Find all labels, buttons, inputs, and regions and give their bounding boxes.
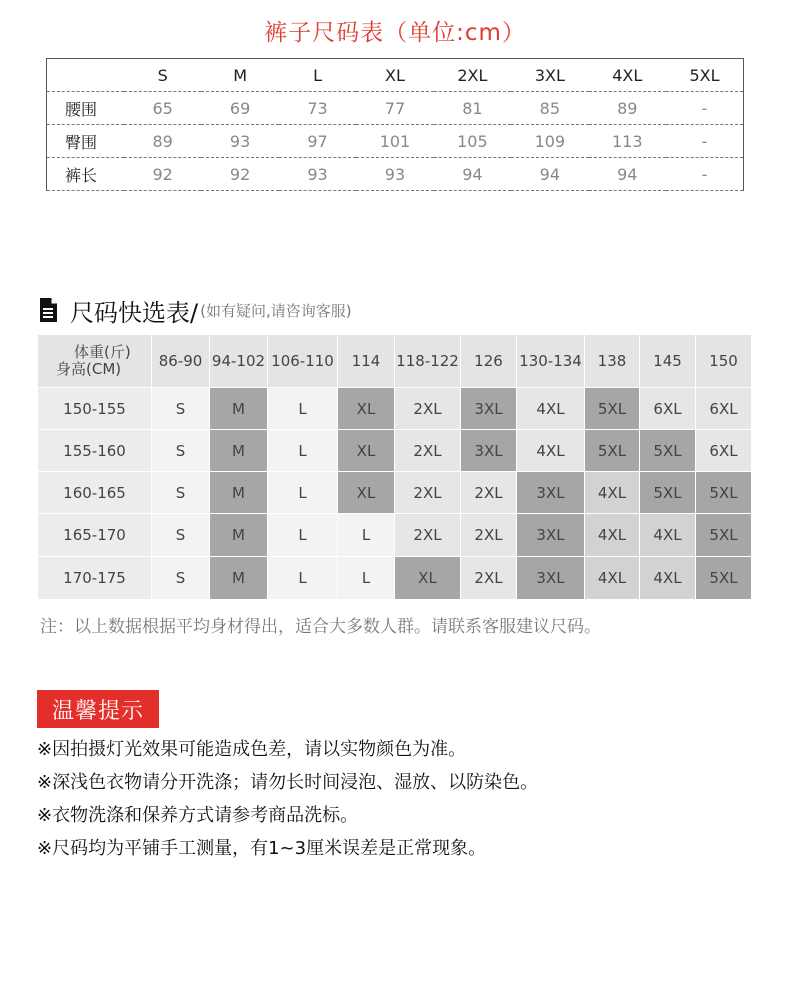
weight-header-cell: 86-90 xyxy=(152,335,210,388)
size-recommendation-cell: 3XL xyxy=(517,514,585,557)
size-recommendation-cell: L xyxy=(268,430,338,472)
size-recommendation-cell: 4XL xyxy=(640,514,696,557)
size-header-cell: 2XL xyxy=(434,59,511,92)
measurement-value: 89 xyxy=(589,92,666,125)
size-recommendation-cell: XL xyxy=(395,557,461,600)
size-recommendation-cell: L xyxy=(268,514,338,557)
tip-item: ※因拍摄灯光效果可能造成色差，请以实物颜色为准。 xyxy=(37,739,467,760)
tip-item: ※衣物洗涤和保养方式请参考商品洗标。 xyxy=(37,805,359,826)
size-recommendation-cell: 2XL xyxy=(395,472,461,514)
measurement-value: 101 xyxy=(356,125,433,158)
size-recommendation-cell: 2XL xyxy=(461,557,517,600)
size-recommendation-cell: 2XL xyxy=(395,388,461,430)
size-recommendation-cell: M xyxy=(210,430,268,472)
size-recommendation-cell: 4XL xyxy=(585,514,640,557)
size-header-cell: 4XL xyxy=(589,59,666,92)
page-title: 裤子尺码表（单位:cm） xyxy=(264,20,526,46)
measurement-value: - xyxy=(666,158,744,191)
size-recommendation-cell: 3XL xyxy=(517,557,585,600)
size-recommendation-cell: 4XL xyxy=(585,472,640,514)
size-recommendation-cell: 2XL xyxy=(461,514,517,557)
size-header-cell: L xyxy=(279,59,356,92)
size-recommendation-cell: L xyxy=(268,472,338,514)
quick-table-header xyxy=(38,294,352,326)
weight-header-cell: 106-110 xyxy=(268,335,338,388)
size-quick-select-table xyxy=(38,335,752,600)
measurement-value: 85 xyxy=(511,92,588,125)
size-table-corner xyxy=(47,59,124,92)
weight-header-cell: 138 xyxy=(585,335,640,388)
tip-item: ※深浅色衣物请分开洗涤；请勿长时间浸泡、湿放、以防染色。 xyxy=(37,772,539,793)
size-recommendation-cell: XL xyxy=(338,388,395,430)
measurement-value: 97 xyxy=(279,125,356,158)
height-range-cell: 165-170 xyxy=(38,514,152,557)
size-header-cell: M xyxy=(201,59,278,92)
measurement-value: 93 xyxy=(356,158,433,191)
size-table-row xyxy=(47,92,744,125)
quick-table-title: 尺码快选表/ xyxy=(70,298,199,327)
measurement-value: 92 xyxy=(201,158,278,191)
size-recommendation-cell: 3XL xyxy=(461,388,517,430)
size-recommendation-cell: 6XL xyxy=(696,430,752,472)
size-recommendation-cell: 3XL xyxy=(461,430,517,472)
size-recommendation-cell: 5XL xyxy=(640,430,696,472)
height-range-cell: 160-165 xyxy=(38,472,152,514)
weight-header-cell: 150 xyxy=(696,335,752,388)
measurement-value: 69 xyxy=(201,92,278,125)
size-table-row xyxy=(47,158,744,191)
tip-item: ※尺码均为平铺手工测量，有1~3厘米误差是正常现象。 xyxy=(37,838,487,859)
weight-axis-label: 体重(斤) xyxy=(74,343,131,361)
size-recommendation-cell: L xyxy=(338,514,395,557)
size-recommendation-cell: 4XL xyxy=(585,557,640,600)
size-recommendation-cell: S xyxy=(152,557,210,600)
size-recommendation-cell: 5XL xyxy=(640,472,696,514)
size-recommendation-cell: M xyxy=(210,388,268,430)
size-recommendation-cell: M xyxy=(210,472,268,514)
weight-header-cell: 118-122 xyxy=(395,335,461,388)
measurement-label: 臀围 xyxy=(47,125,124,158)
size-recommendation-cell: 5XL xyxy=(585,430,640,472)
size-recommendation-cell: 4XL xyxy=(640,557,696,600)
size-recommendation-cell: S xyxy=(152,514,210,557)
measurement-value: 89 xyxy=(124,125,201,158)
size-recommendation-cell: XL xyxy=(338,430,395,472)
measurement-value: 105 xyxy=(434,125,511,158)
weight-header-cell: 145 xyxy=(640,335,696,388)
measurement-value: 109 xyxy=(511,125,588,158)
size-recommendation-cell: 2XL xyxy=(395,514,461,557)
size-recommendation-cell: 2XL xyxy=(395,430,461,472)
size-header-cell: 3XL xyxy=(511,59,588,92)
measurement-value: 73 xyxy=(279,92,356,125)
measurement-value: 81 xyxy=(434,92,511,125)
corner-header xyxy=(38,335,152,388)
size-recommendation-cell: L xyxy=(338,557,395,600)
measurement-value: - xyxy=(666,125,744,158)
size-recommendation-cell: 5XL xyxy=(696,557,752,600)
height-range-cell: 155-160 xyxy=(38,430,152,472)
size-recommendation-cell: L xyxy=(268,557,338,600)
measurement-value: 93 xyxy=(201,125,278,158)
measurement-label: 裤长 xyxy=(47,158,124,191)
weight-header-cell: 94-102 xyxy=(210,335,268,388)
measurement-value: 65 xyxy=(124,92,201,125)
size-recommendation-cell: 4XL xyxy=(517,388,585,430)
size-recommendation-cell: 2XL xyxy=(461,472,517,514)
pants-size-table xyxy=(46,58,744,191)
measurement-value: 113 xyxy=(589,125,666,158)
size-recommendation-cell: 4XL xyxy=(517,430,585,472)
size-header-cell: XL xyxy=(356,59,433,92)
measurement-value: 94 xyxy=(589,158,666,191)
height-range-cell: 170-175 xyxy=(38,557,152,600)
size-recommendation-cell: XL xyxy=(338,472,395,514)
tips-badge: 温馨提示 xyxy=(37,690,159,728)
measurement-value: 94 xyxy=(511,158,588,191)
quick-table-note: (如有疑问,请咨询客服) xyxy=(200,301,352,320)
size-header-cell: S xyxy=(124,59,201,92)
size-recommendation-cell: M xyxy=(210,557,268,600)
size-recommendation-cell: L xyxy=(268,388,338,430)
size-header-cell: 5XL xyxy=(666,59,744,92)
measurement-value: - xyxy=(666,92,744,125)
height-axis-label: 身高(CM) xyxy=(56,360,122,378)
tips-list xyxy=(37,737,538,869)
height-range-cell: 150-155 xyxy=(38,388,152,430)
measurement-label: 腰围 xyxy=(47,92,124,125)
footnote: 注：以上数据根据平均身材得出，适合大多数人群。请联系客服建议尺码。 xyxy=(40,617,601,637)
measurement-value: 94 xyxy=(434,158,511,191)
weight-header-cell: 130-134 xyxy=(517,335,585,388)
size-recommendation-cell: 6XL xyxy=(640,388,696,430)
measurement-value: 77 xyxy=(356,92,433,125)
measurement-value: 93 xyxy=(279,158,356,191)
size-table-header-row xyxy=(47,59,744,92)
weight-header-cell: 126 xyxy=(461,335,517,388)
size-recommendation-cell: S xyxy=(152,472,210,514)
size-recommendation-cell: M xyxy=(210,514,268,557)
size-recommendation-cell: 5XL xyxy=(696,472,752,514)
size-recommendation-cell: 6XL xyxy=(696,388,752,430)
weight-header-cell: 114 xyxy=(338,335,395,388)
size-recommendation-cell: S xyxy=(152,388,210,430)
size-recommendation-cell: 5XL xyxy=(585,388,640,430)
size-recommendation-cell: S xyxy=(152,430,210,472)
size-recommendation-cell: 5XL xyxy=(696,514,752,557)
document-icon xyxy=(38,297,58,323)
size-recommendation-cell: 3XL xyxy=(517,472,585,514)
measurement-value: 92 xyxy=(124,158,201,191)
size-table-row xyxy=(47,125,744,158)
